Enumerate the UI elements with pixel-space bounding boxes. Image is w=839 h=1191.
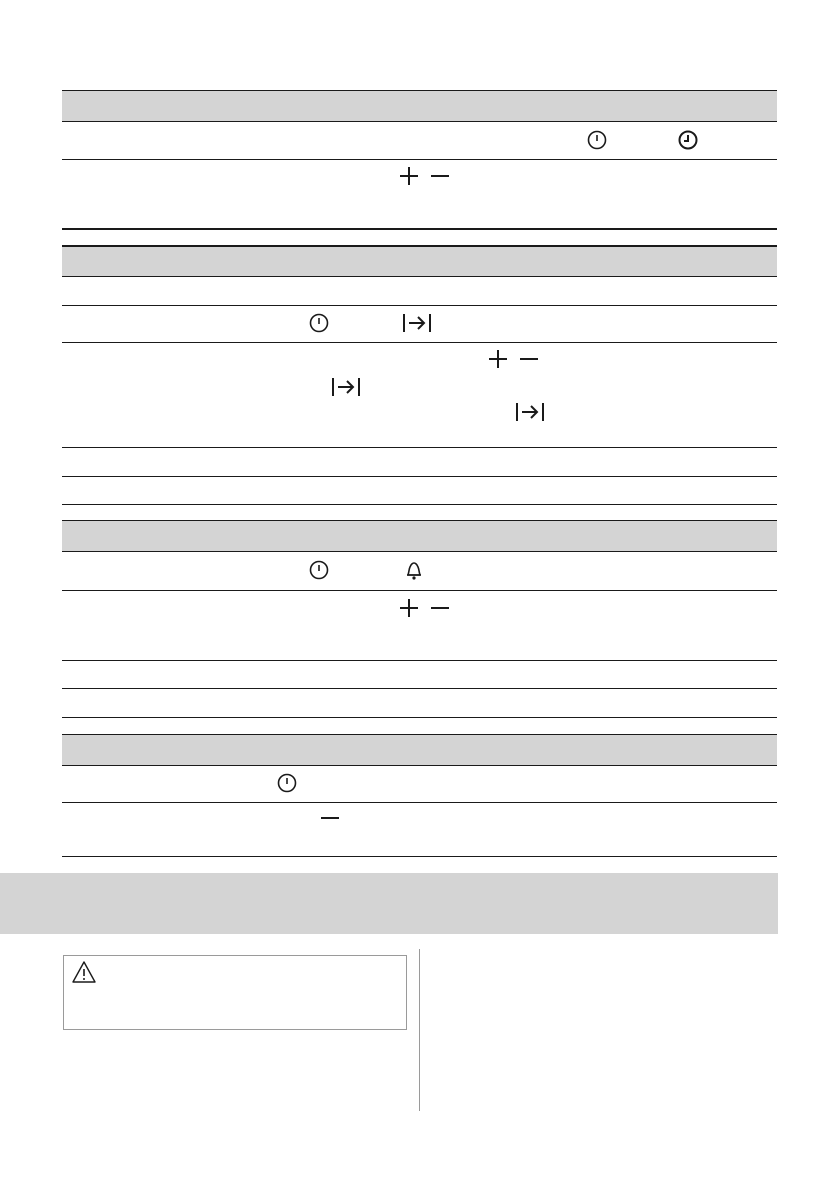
section-3-header-rule xyxy=(62,551,777,552)
section-2-row-1-rule xyxy=(62,305,777,306)
warning-triangle-icon xyxy=(71,960,97,984)
plus-icon xyxy=(398,165,420,187)
bell-icon xyxy=(403,559,425,581)
section-2-row-4-rule xyxy=(62,476,777,477)
arrow-to-bar-icon xyxy=(331,376,361,398)
section-1-top-rule xyxy=(62,90,777,91)
section-2-row-2-rule xyxy=(62,342,777,343)
arrow-to-bar-icon xyxy=(402,312,432,334)
column-divider xyxy=(419,949,420,1111)
section-3-bottom-rule xyxy=(62,717,777,718)
section-2-row-3-rule xyxy=(62,447,777,448)
section-3-row-3-rule xyxy=(62,688,777,689)
section-4-top-rule xyxy=(62,734,777,735)
plus-icon xyxy=(487,348,509,370)
warning-box xyxy=(63,955,407,1030)
section-1-row-rule xyxy=(62,159,777,160)
minus-icon xyxy=(429,597,451,619)
section-1-header-rule xyxy=(62,121,777,122)
section-2-top-rule xyxy=(62,245,777,247)
minus-icon xyxy=(319,807,341,829)
clock-icon xyxy=(276,772,298,794)
section-1-header-band xyxy=(62,90,777,121)
section-1-bottom-rule xyxy=(62,228,777,230)
section-2-bottom-rule xyxy=(62,504,777,505)
section-4-bottom-rule xyxy=(62,856,777,857)
arrow-to-bar-icon xyxy=(515,401,545,423)
minus-icon xyxy=(518,348,540,370)
section-4-header-rule xyxy=(62,765,777,766)
clock-icon xyxy=(308,559,330,581)
plus-icon xyxy=(398,597,420,619)
section-4-header-band xyxy=(62,734,777,765)
section-3-header-band xyxy=(62,520,777,551)
section-2-header-band xyxy=(62,245,777,276)
clock-icon xyxy=(308,312,330,334)
section-3-row-1-rule xyxy=(62,590,777,591)
section-2-header-rule xyxy=(62,276,777,277)
minus-icon xyxy=(429,165,451,187)
chapter-heading-band xyxy=(0,873,778,934)
section-3-row-2-rule xyxy=(62,660,777,661)
section-3-top-rule xyxy=(62,520,777,521)
section-4-row-1-rule xyxy=(62,802,777,803)
clock-icon xyxy=(586,129,608,151)
clock-hand-icon xyxy=(677,129,699,151)
